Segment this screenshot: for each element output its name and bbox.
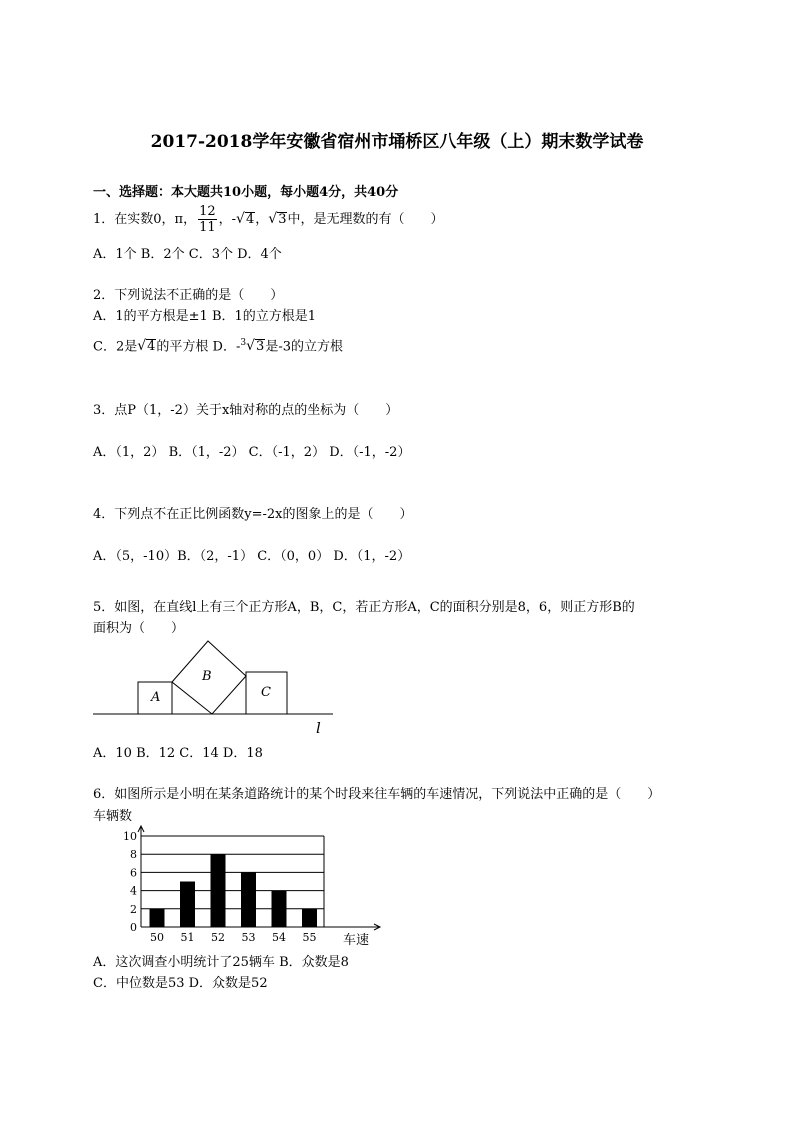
question-4-options: A．（5，-10）B．（2，-1） C．（0，0） D．（1，-2） [93, 549, 411, 564]
question-3-stem: 3．点P（1，-2）关于x轴对称的点的坐标为（ ） [93, 403, 399, 418]
radical-icon: √ [246, 338, 256, 355]
chart-ylabel: 车辆数 [93, 809, 133, 824]
question-5-stem-line1: 5．如图，在直线l上有三个正方形A，B，C，若正方形A，C的面积分别是8，6，则正方形B的 [93, 600, 635, 615]
question-4-stem: 4．下列点不在正比例函数y=-2x的图象上的是（ ） [93, 507, 413, 522]
section-heading: 一、选择题：本大题共10小题，每小题4分，共40分 [93, 185, 399, 200]
y-tick-label: 8 [130, 848, 137, 862]
bar-54 [272, 891, 287, 927]
x-tick-label: 51 [180, 931, 195, 944]
q1-sep2: ， [255, 212, 269, 227]
y-tick-label: 6 [130, 866, 137, 880]
y-tick-label: 0 [130, 921, 137, 934]
q2-c-sqrt: 4 [147, 339, 156, 355]
question-1-options: A．1个 B．2个 C．3个 D．4个 [93, 247, 282, 262]
q1-frac-denominator: 11 [199, 220, 216, 235]
q2-d-sqrt: 3 [256, 339, 265, 355]
q1-frac-numerator: 12 [199, 204, 216, 219]
q1-sqrt1: 4 [245, 212, 255, 227]
question-6-options-row2: C．中位数是53 D．众数是52 [93, 976, 268, 991]
bar-51 [180, 882, 195, 928]
q2-d-suffix: 是-3的立方根 [265, 339, 343, 355]
question-2-stem: 2．下列说法不正确的是（ ） [93, 288, 284, 303]
chart-xlabel: 车速 [343, 933, 370, 948]
q1-sep1: ，- [218, 212, 237, 227]
x-tick-label: 50 [150, 931, 164, 944]
question-2-options-row1: A．1的平方根是±1 B．1的立方根是1 [93, 309, 317, 324]
x-tick-label: 52 [211, 931, 225, 944]
radical-icon: √ [236, 211, 245, 227]
question-6-options-row1: A．这次调查小明统计了25辆车 B．众数是8 [93, 955, 349, 970]
label-c: C [261, 685, 271, 700]
radical-icon: √ [137, 338, 147, 355]
bar-55 [302, 909, 317, 927]
label-b: B [202, 669, 212, 684]
x-tick-label: 54 [272, 931, 286, 944]
q1-prefix: 1．在实数0，π， [93, 212, 197, 227]
radical-icon: √ [268, 211, 278, 227]
question-5-options: A．10 B．12 C．14 D．18 [93, 746, 263, 761]
q2-c-suffix: 的平方根 D．- [156, 339, 241, 355]
y-tick-label: 10 [123, 830, 137, 843]
x-tick-label: 55 [302, 931, 317, 944]
y-tick-label: 4 [130, 884, 137, 898]
question-3-options: A．（1，2） B．（1，-2） C．（-1，2） D．（-1，-2） [93, 445, 411, 460]
y-tick-label: 2 [130, 902, 137, 916]
bar-53 [241, 872, 256, 927]
chart-axes [138, 826, 380, 930]
q1-suffix: 中，是无理数的有（ ） [287, 212, 444, 227]
label-a: A [151, 690, 161, 705]
label-l: l [316, 719, 321, 737]
q2-c-prefix: C．2是 [93, 339, 138, 355]
x-tick-label: 53 [241, 931, 256, 944]
chart-grid [141, 836, 324, 927]
q1-sqrt2: 3 [278, 212, 287, 227]
q2-d-root-index: 3 [240, 338, 247, 348]
bar-52 [211, 854, 226, 927]
question-5-stem-line2: 面积为（ ） [93, 621, 185, 636]
page-title: 2017-2018学年安徽省宿州市埇桥区八年级（上）期末数学试卷 [150, 132, 644, 152]
question-6-stem: 6．如图所示是小明在某条道路统计的某个时段来往车辆的车速情况，下列说法中正确的是（ ） [93, 787, 661, 802]
bar-50 [150, 909, 165, 927]
